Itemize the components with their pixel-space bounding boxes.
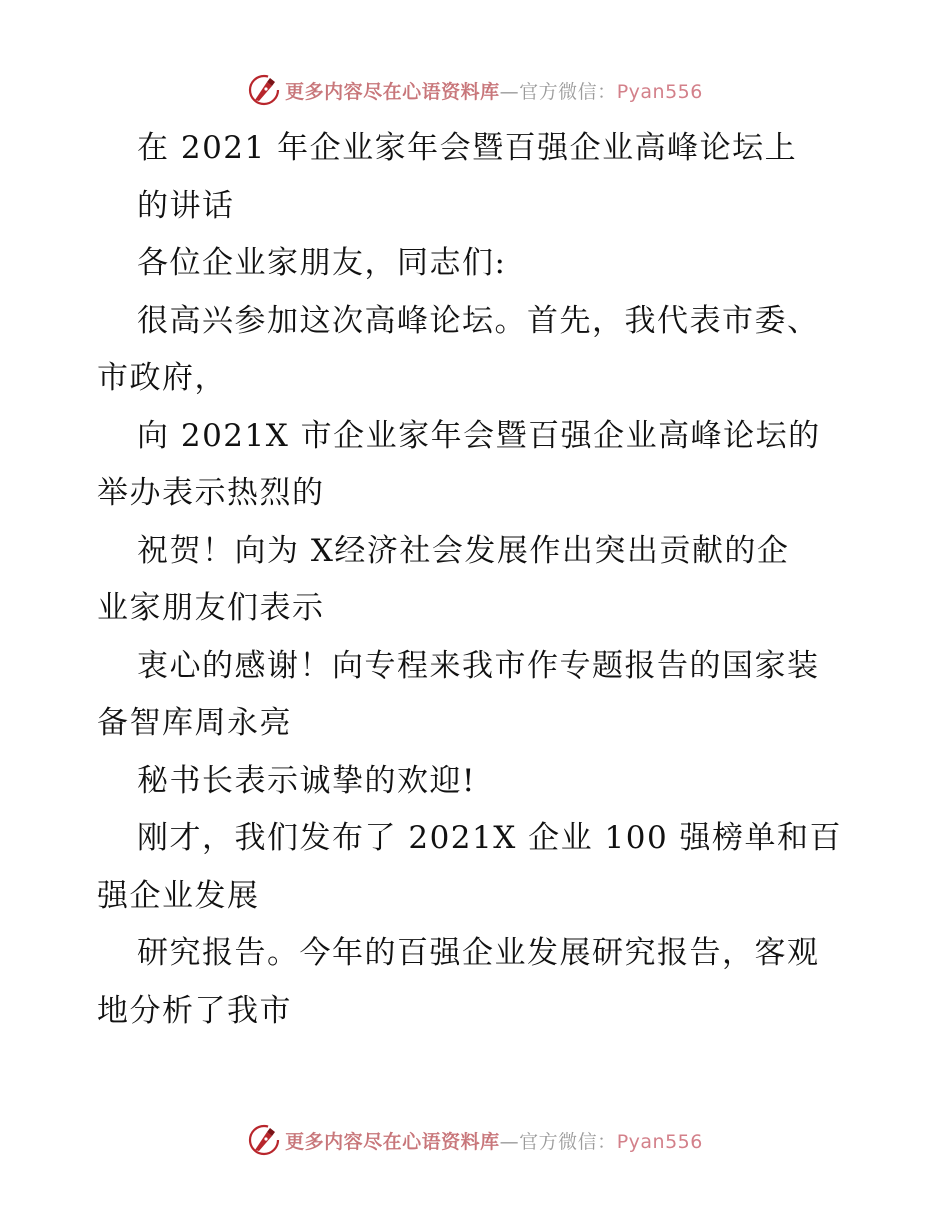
body-line: 各位企业家朋友，同志们: bbox=[137, 245, 507, 281]
banner-wechat-id: Pyan556 bbox=[616, 1130, 703, 1153]
body-line: 在 2021 年企业家年会暨百强企业高峰论坛上 bbox=[137, 130, 798, 166]
banner-wechat-label: 官方微信： bbox=[519, 1130, 617, 1153]
header-banner bbox=[0, 70, 950, 110]
banner-text bbox=[285, 1127, 703, 1154]
banner-dash: — bbox=[499, 80, 520, 103]
body-line: 祝贺！向为 X经济社会发展作出突出贡献的企 bbox=[137, 532, 790, 569]
banner-text bbox=[285, 77, 703, 104]
body-line: 强企业发展 bbox=[97, 877, 260, 914]
pen-nib-logo-icon bbox=[247, 1123, 281, 1157]
body-line: 向 2021X 市企业家年会暨百强企业高峰论坛的 bbox=[137, 417, 821, 454]
body-line: 很高兴参加这次高峰论坛。首先，我代表市委、 bbox=[137, 302, 820, 339]
body-line: 业家朋友们表示 bbox=[97, 590, 325, 626]
body-line: 地分析了我市 bbox=[97, 992, 292, 1029]
document-body bbox=[97, 120, 857, 1040]
body-line: 举办表示热烈的 bbox=[97, 475, 325, 511]
banner-title: 更多内容尽在心语资料库 bbox=[285, 80, 500, 103]
body-line: 秘书长表示诚挚的欢迎! bbox=[137, 762, 476, 799]
banner-wechat-label: 官方微信： bbox=[519, 80, 617, 103]
body-line: 衷心的感谢！向专程来我市作专题报告的国家装 bbox=[137, 647, 820, 684]
body-line: 备智库周永亮 bbox=[97, 705, 292, 741]
body-line: 刚才，我们发布了 2021X 企业 100 强榜单和百 bbox=[137, 820, 843, 856]
body-line: 研究报告。今年的百强企业发展研究报告，客观 bbox=[137, 935, 820, 971]
banner-title: 更多内容尽在心语资料库 bbox=[285, 1130, 500, 1153]
footer-banner bbox=[0, 1120, 950, 1160]
pen-nib-logo-icon bbox=[247, 73, 281, 107]
body-line: 的讲话 bbox=[137, 187, 235, 224]
body-line: 市政府， bbox=[97, 360, 227, 396]
banner-wechat-id: Pyan556 bbox=[616, 80, 703, 103]
banner-dash: — bbox=[499, 1130, 520, 1153]
